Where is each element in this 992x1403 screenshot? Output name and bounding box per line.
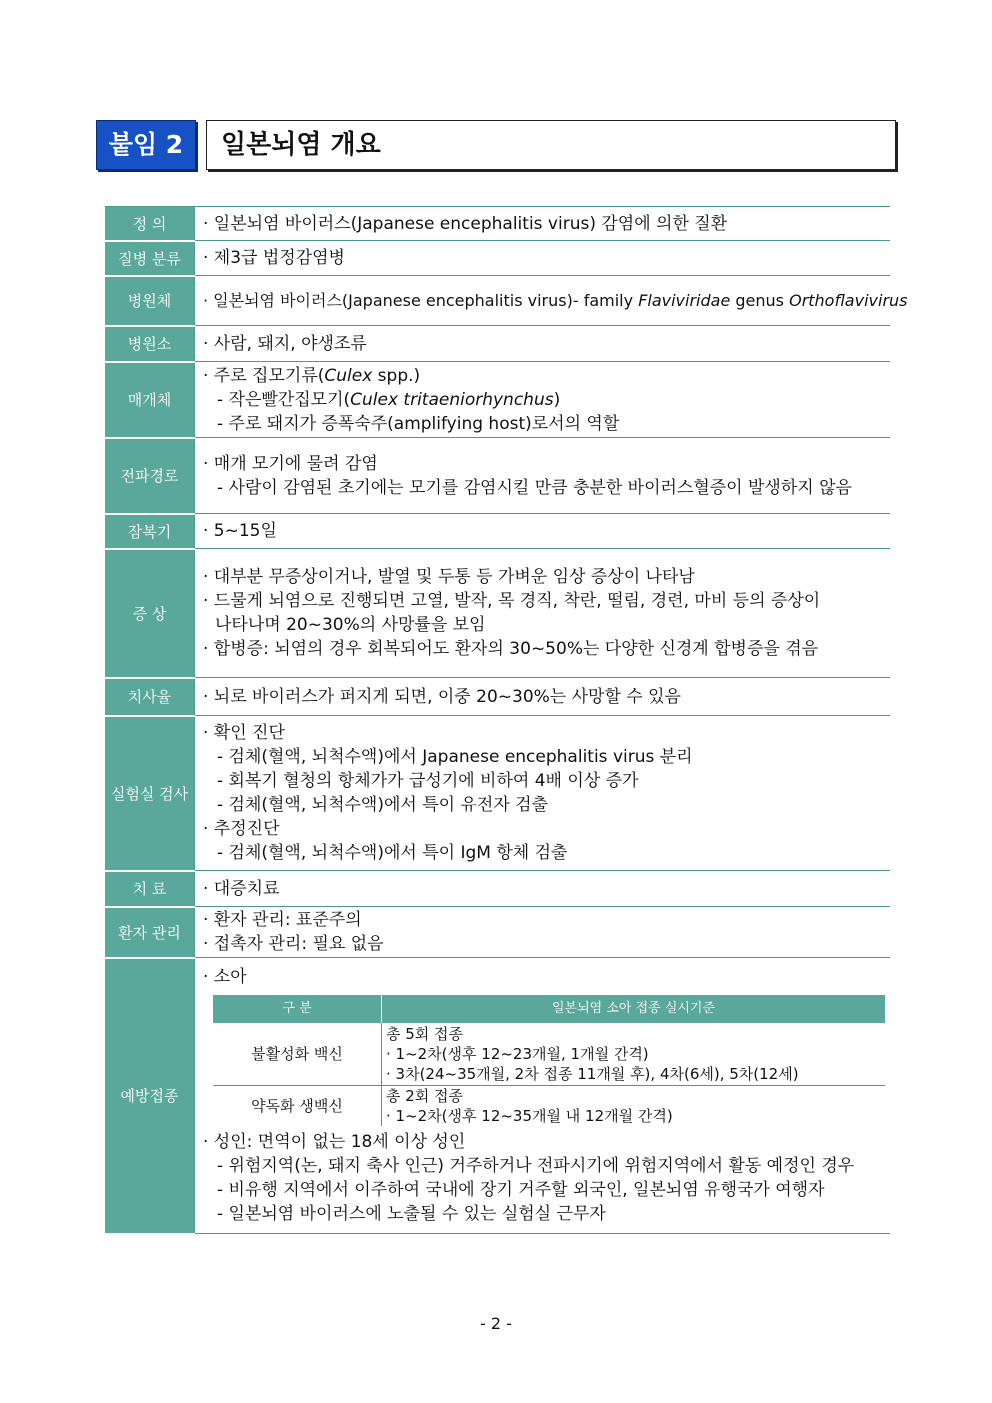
vaccine-detail: · 1~2차(생후 12~23개월, 1개월 간격) <box>386 1045 649 1063</box>
lab-line: · 추정진단 <box>203 819 280 839</box>
document-header <box>96 120 896 170</box>
treatment-text: · 대증치료 <box>203 878 280 899</box>
vaccination-adult-line: - 위험지역(논, 돼지 축사 인근) 거주하거나 전파시기에 위험지역에서 활동 예정인 경우 <box>217 1155 855 1176</box>
vaccination-child: · 소아 <box>203 967 247 988</box>
row-label: 매개체 <box>105 362 195 438</box>
lab-line: - 검체(혈액, 뇌척수액)에서 특이 유전자 검출 <box>217 795 548 815</box>
management-line: · 환자 관리: 표준주의 <box>203 910 362 930</box>
table-row <box>105 716 890 871</box>
row-label: 환자 관리 <box>105 907 195 958</box>
pathogen-text: · 일본뇌염 바이러스(Japanese encephalitis virus)- family Flaviviridae genus Orthoflavivirus <box>203 290 908 310</box>
definition-text: · 일본뇌염 바이러스(Japanese encephalitis virus) 감염에 의한 질환 <box>203 213 728 234</box>
table-row <box>105 514 890 549</box>
table-row <box>213 1085 885 1126</box>
vaccine-detail: 총 2회 접종 <box>386 1086 464 1105</box>
management-line: · 접촉자 관리: 필요 없음 <box>203 934 384 954</box>
row-label: 예방접종 <box>105 958 195 1234</box>
vaccine-detail: · 3차(24~35개월, 2차 접종 11개월 후), 4차(6세), 5차(12세) <box>386 1065 799 1083</box>
table-row <box>213 1023 885 1085</box>
title-box <box>206 120 896 170</box>
table-row <box>105 362 890 438</box>
vaccine-detail: 총 5회 접종 <box>386 1025 464 1043</box>
table-row <box>105 276 890 326</box>
lab-line: · 확인 진단 <box>203 723 285 743</box>
table-row <box>105 438 890 514</box>
attachment-badge: 붙임 2 <box>96 120 196 170</box>
table-row <box>105 678 890 716</box>
vaccination-adult-line: - 일본뇌염 바이러스에 노출될 수 있는 실험실 근무자 <box>217 1203 606 1224</box>
table-header-row <box>213 995 885 1023</box>
vector-line: · 주로 집모기류(Culex spp.) <box>203 365 421 386</box>
vector-line: - 주로 돼지가 증폭숙주(amplifying host)로서의 역할 <box>217 413 620 434</box>
column-header: 일본뇌염 소아 접종 실시기준 <box>382 995 886 1023</box>
row-label: 치사율 <box>105 678 195 716</box>
vaccination-adult-line: - 비유행 지역에서 이주하여 국내에 장기 거주할 외국인, 일본뇌염 유행국가 여행자 <box>217 1179 825 1200</box>
transmission-line: · 매개 모기에 물려 감염 <box>203 453 378 474</box>
symptom-line: · 합병증: 뇌염의 경우 회복되어도 환자의 30~50%는 다양한 신경계 합병증을 겪음 <box>203 639 819 659</box>
row-label: 치 료 <box>105 871 195 907</box>
row-label: 질병 분류 <box>105 241 195 276</box>
row-label: 실험실 검사 <box>105 716 195 871</box>
reservoir-text: · 사람, 돼지, 야생조류 <box>203 333 367 354</box>
vaccine-detail: · 1~2차(생후 12~35개월 내 12개월 간격) <box>386 1106 673 1125</box>
incubation-text: · 5~15일 <box>203 521 277 541</box>
table-row <box>105 207 890 241</box>
lab-line: - 검체(혈액, 뇌척수액)에서 Japanese encephalitis virus 분리 <box>217 747 693 767</box>
table-row <box>105 549 890 678</box>
symptom-line: · 대부분 무증상이거나, 발열 및 두통 등 가벼운 임상 증상이 나타남 <box>203 567 695 587</box>
vaccine-name: 불활성화 백신 <box>213 1023 382 1085</box>
row-label: 병원소 <box>105 326 195 362</box>
classification-text: · 제3급 법정감염병 <box>203 248 345 268</box>
row-label: 병원체 <box>105 276 195 326</box>
child-vaccine-table <box>213 995 885 1126</box>
vaccination-adult: · 성인: 면역이 없는 18세 이상 성인 <box>203 1131 466 1152</box>
vaccine-name: 약독화 생백신 <box>213 1085 382 1126</box>
page-title: 일본뇌염 개요 <box>221 130 381 160</box>
page-number: - 2 - <box>480 1314 512 1333</box>
table-row <box>105 871 890 907</box>
row-label: 정 의 <box>105 207 195 241</box>
symptom-line: 나타나며 20~30%의 사망률을 보임 <box>215 615 486 635</box>
row-label: 잠복기 <box>105 514 195 549</box>
table-row <box>105 907 890 958</box>
row-label: 증 상 <box>105 549 195 678</box>
row-label: 전파경로 <box>105 438 195 514</box>
lab-line: - 회복기 혈청의 항체가가 급성기에 비하여 4배 이상 증가 <box>217 771 639 791</box>
transmission-line: - 사람이 감염된 초기에는 모기를 감염시킬 만큼 충분한 바이러스혈증이 발생하지 않음 <box>217 477 852 498</box>
symptom-line: · 드물게 뇌염으로 진행되면 고열, 발작, 목 경직, 착란, 떨림, 경련, 마비 등의 증상이 <box>203 591 821 611</box>
vector-line: - 작은빨간집모기(Culex tritaeniorhynchus) <box>217 389 561 410</box>
column-header: 구 분 <box>213 995 382 1023</box>
lab-line: - 검체(혈액, 뇌척수액)에서 특이 IgM 항체 검출 <box>217 843 568 863</box>
table-row <box>105 326 890 362</box>
fatality-text: · 뇌로 바이러스가 퍼지게 되면, 이중 20~30%는 사망할 수 있음 <box>203 686 681 707</box>
overview-table <box>105 206 908 1235</box>
table-row <box>105 241 890 276</box>
table-row <box>105 958 890 1234</box>
